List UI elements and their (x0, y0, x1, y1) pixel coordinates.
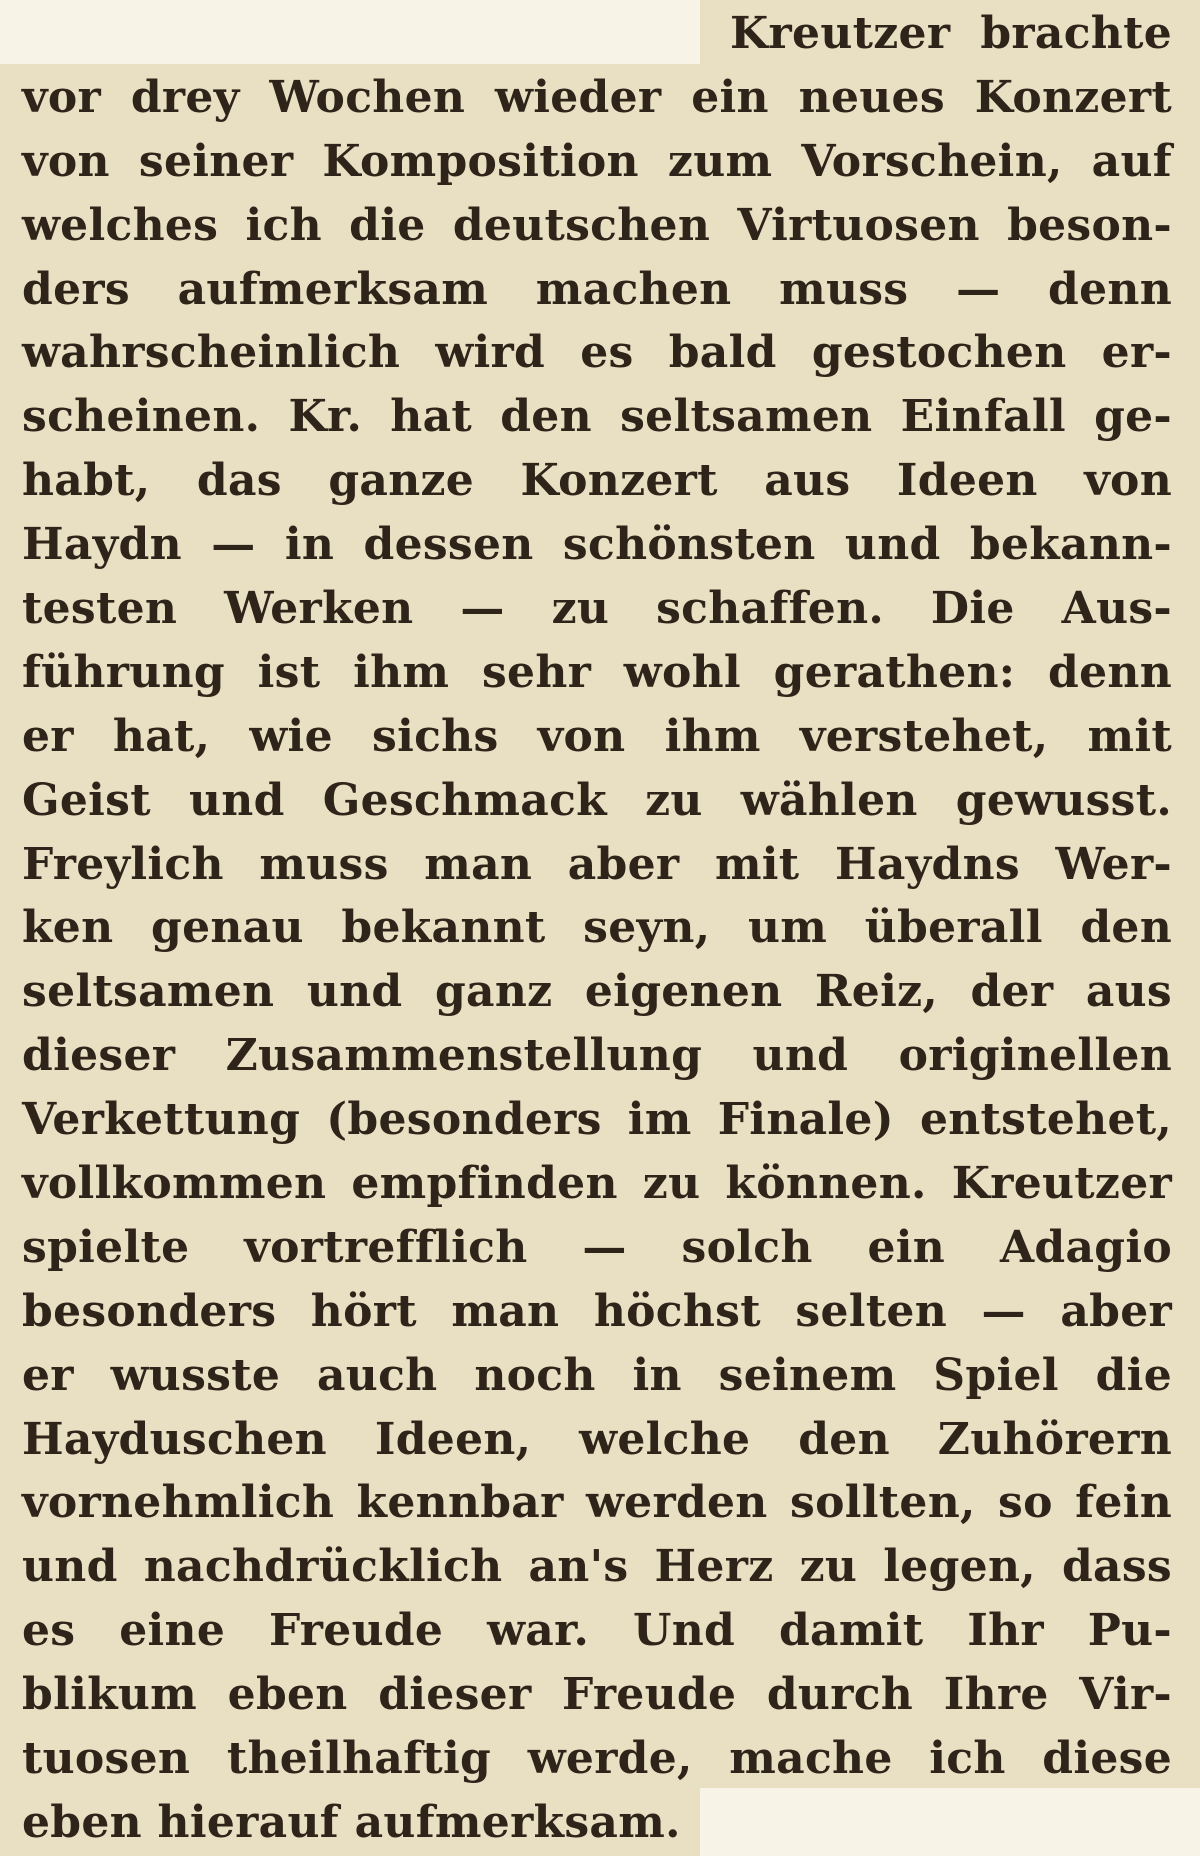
text-line: habt, das ganze Konzert aus Ideen von (22, 455, 1172, 507)
text-line: eben hierauf aufmerksam. (22, 1796, 681, 1848)
text-line: er wusste auch noch in seinem Spiel die (22, 1349, 1172, 1401)
text-line: besonders hört man höchst selten — aber (22, 1285, 1172, 1337)
text-line: Haydn — in dessen schönsten und bekann- (22, 519, 1172, 571)
text-line: und nachdrücklich an's Herz zu legen, dass (22, 1541, 1172, 1593)
article-paragraph (22, 2, 1172, 1855)
text-line: vor drey Wochen wieder ein neues Konzert (22, 71, 1172, 123)
text-line: ders aufmerksam machen muss — denn (22, 263, 1172, 315)
text-line: welches ich die deutschen Virtuosen beson- (22, 199, 1172, 251)
text-line: spielte vortrefflich — solch ein Adagio (22, 1221, 1172, 1273)
text-line: Verkettung (besonders im Finale) entstehet, (22, 1094, 1172, 1146)
text-line: es eine Freude war. Und damit Ihr Pu- (22, 1605, 1172, 1657)
text-line: von seiner Komposition zum Vorschein, auf (22, 135, 1172, 187)
text-line: blikum eben dieser Freude durch Ihre Vir- (22, 1669, 1172, 1721)
text-line: Freylich muss man aber mit Haydns Wer- (22, 838, 1172, 890)
text-line: vornehmlich kennbar werden sollten, so fein (22, 1477, 1172, 1529)
text-line: Kreutzer brachte (730, 8, 1172, 59)
text-line: dieser Zusammenstellung und originellen (22, 1030, 1172, 1082)
text-line: testen Werken — zu schaffen. Die Aus- (22, 583, 1172, 635)
text-line: wahrscheinlich wird es bald gestochen er- (22, 327, 1172, 379)
text-line: Geist und Geschmack zu wählen gewusst. (22, 774, 1172, 826)
text-line: er hat, wie sichs von ihm verstehet, mit (22, 710, 1172, 762)
text-line: vollkommen empfinden zu können. Kreutzer (22, 1158, 1172, 1210)
text-line: tuosen theilhaftig werde, mache ich diese (22, 1733, 1172, 1785)
text-line: Hayduschen Ideen, welche den Zuhörern (22, 1413, 1172, 1465)
text-line: führung ist ihm sehr wohl gerathen: denn (22, 646, 1172, 698)
text-line: ken genau bekannt seyn, um überall den (22, 902, 1172, 954)
text-line: scheinen. Kr. hat den seltsamen Einfall ge- (22, 391, 1172, 443)
text-line: seltsamen und ganz eigenen Reiz, der aus (22, 966, 1172, 1018)
